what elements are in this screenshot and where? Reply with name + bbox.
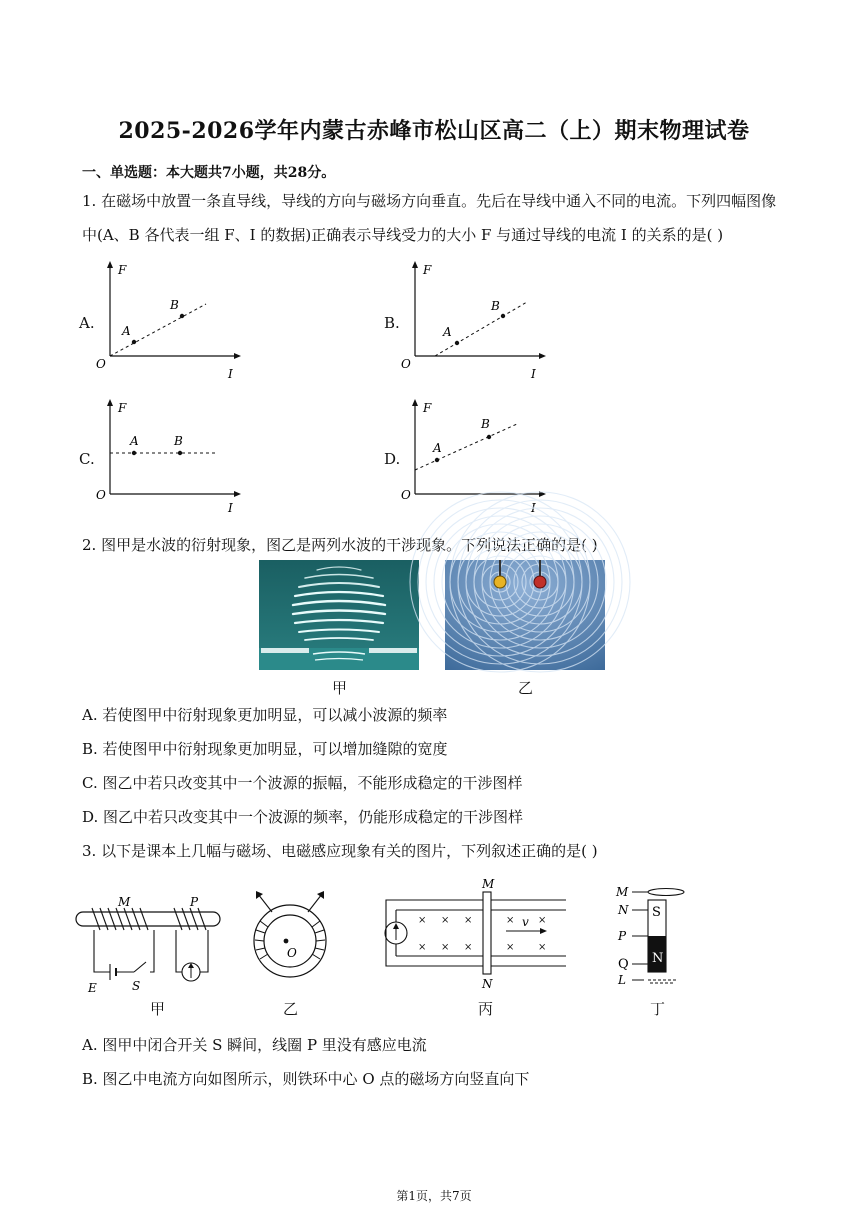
svg-text:×: × xyxy=(418,942,427,953)
q1-stem-line2: 中(A、B 各代表一组 F、I 的数据)正确表示导线受力的大小 F 与通过导线的电流 I 的关系的是( ) xyxy=(82,226,724,244)
q3-fig-ding xyxy=(614,876,700,990)
svg-text:×: × xyxy=(441,915,450,926)
q3-ding-label-q: Q xyxy=(618,957,629,972)
section-heading: 一、单选题：本大题共7小题，共28分。 xyxy=(82,165,336,181)
q3-jia-label-m: M xyxy=(118,895,131,909)
q1-graph-a xyxy=(94,256,244,381)
q3-yi-label-o: O xyxy=(287,946,297,960)
q3-jia-label-e: E xyxy=(88,981,97,995)
q1b-point-a: A xyxy=(443,325,452,339)
q1-graph-c xyxy=(94,394,244,519)
q1a-axis-f: F xyxy=(118,263,127,277)
q3-ding-label-p: P xyxy=(618,929,627,943)
svg-text:×: × xyxy=(418,915,427,926)
q1b-point-b: B xyxy=(491,299,500,313)
q1c-axis-i: I xyxy=(228,501,233,515)
q1b-axis-i: I xyxy=(531,367,536,381)
svg-text:×: × xyxy=(506,915,515,926)
q3-ding-label-m: M xyxy=(616,885,629,899)
q1a-point-a: A xyxy=(122,324,131,338)
q1b-axis-f: F xyxy=(423,263,432,277)
q2-option-a: A. 若使图甲中衍射现象更加明显，可以减小波源的频率 xyxy=(82,706,448,724)
q1d-point-a: A xyxy=(433,441,442,455)
q1a-axis-i: I xyxy=(228,367,233,381)
q1-graph-b xyxy=(399,256,549,381)
q1c-point-a: A xyxy=(130,434,139,448)
q3-ding-label-l: L xyxy=(618,973,626,987)
q3-fig-bing xyxy=(366,872,578,991)
q1-option-d-label: D. xyxy=(384,450,401,468)
q3-fig-jia xyxy=(70,892,230,997)
q3-caption-jia: 甲 xyxy=(150,1000,166,1018)
q1-graph-d xyxy=(399,394,549,519)
q3-option-b: B. 图乙中电流方向如图所示，则铁环中心 O 点的磁场方向竖直向下 xyxy=(82,1070,530,1088)
q1c-axis-f: F xyxy=(118,401,127,415)
q1c-origin: O xyxy=(96,488,106,502)
q1b-origin: O xyxy=(401,357,411,371)
q3-caption-bing: 丙 xyxy=(478,1000,494,1018)
q1d-axis-i: I xyxy=(531,501,536,515)
q3-option-a: A. 图甲中闭合开关 S 瞬间，线圈 P 里没有感应电流 xyxy=(82,1036,427,1054)
q3-fig-yi xyxy=(246,886,336,986)
q2-diffraction-photo xyxy=(259,560,419,670)
q3-caption-yi: 乙 xyxy=(283,1000,299,1018)
q1-option-c-label: C. xyxy=(79,450,95,468)
q1a-origin: O xyxy=(96,357,106,371)
q3-stem: 3. 以下是课本上几幅与磁场、电磁感应现象有关的图片，下列叙述正确的是( ) xyxy=(82,842,598,860)
q3-ding-pole-n: N xyxy=(652,951,664,966)
q1-option-a-label: A. xyxy=(79,314,95,332)
q3-bing-label-n: N xyxy=(482,977,493,991)
q3-bing-label-v: v xyxy=(522,915,529,929)
q3-jia-label-s: S xyxy=(132,979,141,993)
q1a-point-b: B xyxy=(170,298,179,312)
paper-title: 2025-2026学年内蒙古赤峰市松山区高二（上）期末物理试卷 xyxy=(118,118,750,144)
svg-text:×: × xyxy=(464,915,473,926)
page-footer: 第1页，共7页 xyxy=(396,1189,472,1203)
q1d-axis-f: F xyxy=(423,401,432,415)
q3-jia-label-p: P xyxy=(190,895,199,909)
q2-stem: 2. 图甲是水波的衍射现象，图乙是两列水波的干涉现象。下列说法正确的是( ) xyxy=(82,536,598,554)
svg-text:×: × xyxy=(506,942,515,953)
q3-caption-ding: 丁 xyxy=(650,1000,666,1018)
q2-caption-jia: 甲 xyxy=(332,679,348,697)
q2-interference-photo xyxy=(445,560,605,670)
q2-caption-yi: 乙 xyxy=(518,679,534,697)
q2-option-d: D. 图乙中若只改变其中一个波源的频率，仍能形成稳定的干涉图样 xyxy=(82,808,524,826)
q1-stem-line1: 1. 在磁场中放置一条直导线，导线的方向与磁场方向垂直。先后在导线中通入不同的电流。下列四幅图像 xyxy=(82,192,777,210)
svg-text:×: × xyxy=(464,942,473,953)
q3-bing-label-m: M xyxy=(482,877,495,891)
svg-text:×: × xyxy=(538,942,547,953)
q1-option-b-label: B. xyxy=(384,314,400,332)
q2-option-b: B. 若使图甲中衍射现象更加明显，可以增加缝隙的宽度 xyxy=(82,740,448,758)
q1c-point-b: B xyxy=(174,434,183,448)
q1d-origin: O xyxy=(401,488,411,502)
q3-ding-pole-s: S xyxy=(652,905,661,920)
q1d-point-b: B xyxy=(481,417,490,431)
q3-ding-label-n: N xyxy=(618,903,629,917)
svg-text:×: × xyxy=(538,915,547,926)
svg-text:×: × xyxy=(441,942,450,953)
q2-option-c: C. 图乙中若只改变其中一个波源的振幅，不能形成稳定的干涉图样 xyxy=(82,774,523,792)
